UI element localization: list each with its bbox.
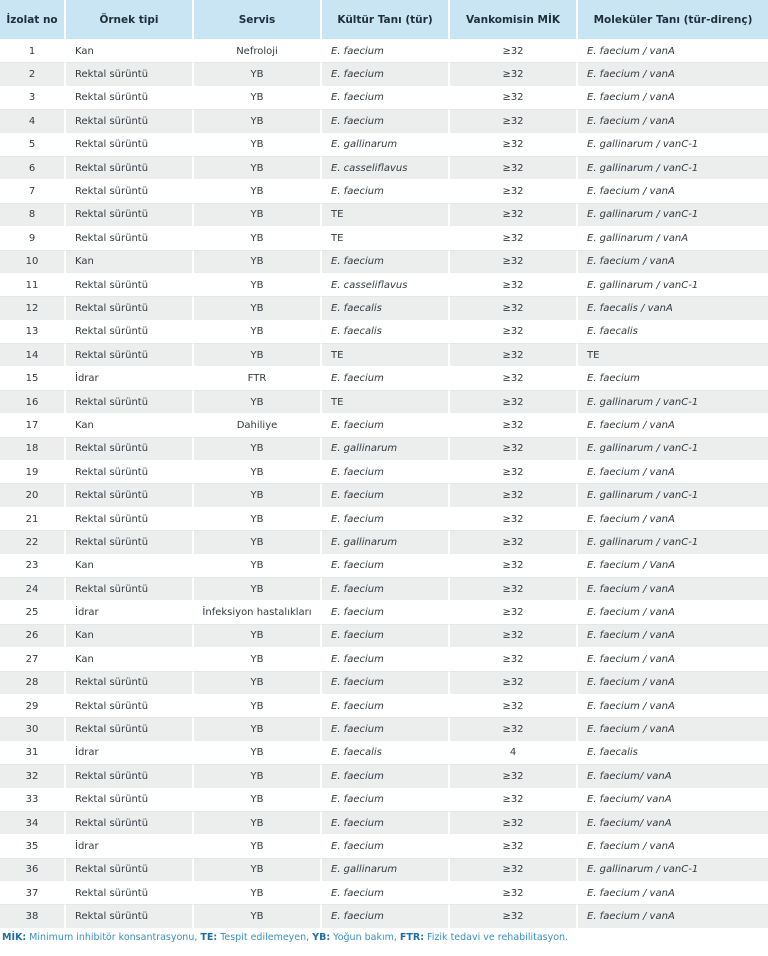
sample-type-cell: Rektal sürüntü [66,484,194,507]
service-cell: YB [194,63,322,86]
service-cell: YB [194,274,322,297]
culture-diagnosis-cell: E. faecium [322,789,450,812]
molecular-diagnosis-cell: E. faecium/ vanA [578,789,768,812]
culture-diagnosis-cell: TE [322,204,450,227]
table-row [0,110,768,133]
table-row [0,508,768,531]
culture-diagnosis-cell: E. faecium [322,461,450,484]
vancomycin-mic-cell: ≥32 [450,134,578,157]
culture-diagnosis-cell: E. faecium [322,63,450,86]
culture-diagnosis-cell: E. faecium [322,905,450,928]
molecular-diagnosis-cell: E. faecium / vanA [578,40,768,63]
molecular-diagnosis-cell: E. faecium / vanA [578,508,768,531]
service-cell: YB [194,508,322,531]
table-row [0,438,768,461]
table-row [0,742,768,765]
isolate-no-cell: 13 [0,321,66,344]
service-cell: Dahiliye [194,414,322,437]
service-cell: YB [194,204,322,227]
molecular-diagnosis-cell: E. faecalis / vanA [578,297,768,320]
isolate-no-cell: 12 [0,297,66,320]
sample-type-cell: Rektal sürüntü [66,87,194,110]
vancomycin-mic-cell: ≥32 [450,859,578,882]
molecular-diagnosis-cell: E. faecium / vanA [578,648,768,671]
service-cell: YB [194,672,322,695]
table-row [0,601,768,624]
isolate-no-cell: 28 [0,672,66,695]
service-cell: İnfeksiyon hastalıkları [194,601,322,624]
isolate-no-cell: 10 [0,251,66,274]
isolate-no-cell: 14 [0,344,66,367]
service-cell: FTR [194,367,322,390]
table-row [0,789,768,812]
molecular-diagnosis-cell: E. faecium / vanA [578,461,768,484]
vancomycin-mic-cell: ≥32 [450,438,578,461]
culture-diagnosis-cell: E. faecium [322,601,450,624]
sample-type-cell: Rektal sürüntü [66,531,194,554]
table-row [0,695,768,718]
header-isolate-no: İzolat no [0,0,66,40]
vancomycin-mic-cell: ≥32 [450,87,578,110]
footnote-mik-text: Minimum inhibitör konsantrasyonu, [26,931,201,943]
service-cell: YB [194,531,322,554]
vancomycin-mic-cell: ≥32 [450,835,578,858]
sample-type-cell: Rektal sürüntü [66,134,194,157]
molecular-diagnosis-cell: E. faecium / vanA [578,882,768,905]
table-row [0,625,768,648]
sample-type-cell: İdrar [66,835,194,858]
isolate-no-cell: 36 [0,859,66,882]
isolate-no-cell: 4 [0,110,66,133]
culture-diagnosis-cell: E. faecium [322,40,450,63]
service-cell: YB [194,718,322,741]
service-cell: YB [194,789,322,812]
sample-type-cell: Rektal sürüntü [66,438,194,461]
isolate-no-cell: 8 [0,204,66,227]
table-row [0,180,768,203]
culture-diagnosis-cell: E. faecium [322,648,450,671]
table-body [0,40,768,929]
service-cell: YB [194,251,322,274]
service-cell: YB [194,695,322,718]
table-row [0,40,768,63]
table-row [0,882,768,905]
isolate-no-cell: 29 [0,695,66,718]
table-row [0,835,768,858]
table-row [0,765,768,788]
molecular-diagnosis-cell: E. faecium / vanA [578,251,768,274]
vancomycin-mic-cell: ≥32 [450,578,578,601]
header-sample-type: Örnek tipi [66,0,194,40]
molecular-diagnosis-cell: E. faecium/ vanA [578,812,768,835]
vancomycin-mic-cell: ≥32 [450,461,578,484]
culture-diagnosis-cell: E. faecium [322,110,450,133]
isolate-no-cell: 34 [0,812,66,835]
table-row [0,578,768,601]
vancomycin-mic-cell: ≥32 [450,414,578,437]
footnote-yb-abbr: YB: [312,931,331,943]
isolate-no-cell: 2 [0,63,66,86]
isolate-no-cell: 26 [0,625,66,648]
sample-type-cell: Rektal sürüntü [66,63,194,86]
molecular-diagnosis-cell: E. faecalis [578,742,768,765]
service-cell: YB [194,110,322,133]
sample-type-cell: Kan [66,40,194,63]
footnote-mik-abbr: MİK: [2,931,27,943]
service-cell: YB [194,87,322,110]
table-row [0,344,768,367]
table-footnote [0,929,768,943]
sample-type-cell: Rektal sürüntü [66,204,194,227]
service-cell: YB [194,297,322,320]
sample-type-cell: Kan [66,251,194,274]
service-cell: YB [194,227,322,250]
molecular-diagnosis-cell: E. faecium / vanA [578,672,768,695]
table-row [0,87,768,110]
vancomycin-mic-cell: ≥32 [450,648,578,671]
isolate-no-cell: 31 [0,742,66,765]
isolate-no-cell: 1 [0,40,66,63]
molecular-diagnosis-cell: E. gallinarum / vanC-1 [578,157,768,180]
sample-type-cell: Rektal sürüntü [66,180,194,203]
molecular-diagnosis-cell: E. faecium / vanA [578,905,768,928]
culture-diagnosis-cell: E. gallinarum [322,859,450,882]
sample-type-cell: Rektal sürüntü [66,578,194,601]
culture-diagnosis-cell: E. faecium [322,484,450,507]
sample-type-cell: Rektal sürüntü [66,789,194,812]
vancomycin-mic-cell: ≥32 [450,204,578,227]
table-row [0,648,768,671]
vancomycin-mic-cell: ≥32 [450,110,578,133]
vancomycin-mic-cell: ≥32 [450,789,578,812]
molecular-diagnosis-cell: E. faecium/ vanA [578,765,768,788]
service-cell: Nefroloji [194,40,322,63]
sample-type-cell: Rektal sürüntü [66,905,194,928]
molecular-diagnosis-cell: E. faecium / VanA [578,555,768,578]
service-cell: YB [194,438,322,461]
culture-diagnosis-cell: E. faecalis [322,297,450,320]
service-cell: YB [194,157,322,180]
vancomycin-mic-cell: ≥32 [450,531,578,554]
isolate-no-cell: 37 [0,882,66,905]
isolate-no-cell: 17 [0,414,66,437]
vancomycin-mic-cell: ≥32 [450,344,578,367]
sample-type-cell: Rektal sürüntü [66,157,194,180]
table-row [0,672,768,695]
table-row [0,812,768,835]
molecular-diagnosis-cell: E. gallinarum / vanC-1 [578,274,768,297]
molecular-diagnosis-cell: E. faecium / vanA [578,625,768,648]
vancomycin-mic-cell: ≥32 [450,555,578,578]
table-row [0,227,768,250]
culture-diagnosis-cell: E. faecium [322,578,450,601]
isolate-no-cell: 6 [0,157,66,180]
isolate-no-cell: 21 [0,508,66,531]
culture-diagnosis-cell: TE [322,227,450,250]
service-cell: YB [194,555,322,578]
table-row [0,905,768,928]
isolate-no-cell: 25 [0,601,66,624]
molecular-diagnosis-cell: E. gallinarum / vanC-1 [578,859,768,882]
sample-type-cell: Rektal sürüntü [66,672,194,695]
vancomycin-mic-cell: ≥32 [450,508,578,531]
vancomycin-mic-cell: ≥32 [450,251,578,274]
header-row [0,0,768,40]
sample-type-cell: Rektal sürüntü [66,695,194,718]
table-row [0,297,768,320]
culture-diagnosis-cell: E. faecium [322,672,450,695]
culture-diagnosis-cell: E. faecium [322,251,450,274]
table-row [0,414,768,437]
header-vancomycin-mic: Vankomisin MİK [450,0,578,40]
table-row [0,531,768,554]
isolate-no-cell: 16 [0,391,66,414]
vancomycin-mic-cell: ≥32 [450,227,578,250]
molecular-diagnosis-cell: E. gallinarum / vanC-1 [578,531,768,554]
table-row [0,63,768,86]
molecular-diagnosis-cell: E. faecium / vanA [578,578,768,601]
culture-diagnosis-cell: E. casseliflavus [322,274,450,297]
footnote-te-text: Tespit edilemeyen, [217,931,313,943]
molecular-diagnosis-cell: E. gallinarum / vanC-1 [578,204,768,227]
sample-type-cell: Rektal sürüntü [66,274,194,297]
sample-type-cell: Rektal sürüntü [66,508,194,531]
culture-diagnosis-cell: E. faecium [322,508,450,531]
table-row [0,251,768,274]
service-cell: YB [194,134,322,157]
molecular-diagnosis-cell: E. faecium [578,367,768,390]
sample-type-cell: Rektal sürüntü [66,882,194,905]
isolate-no-cell: 20 [0,484,66,507]
service-cell: YB [194,180,322,203]
molecular-diagnosis-cell: E. faecium / vanA [578,718,768,741]
footnote-ftr-abbr: FTR: [399,931,424,943]
sample-type-cell: Rektal sürüntü [66,765,194,788]
sample-type-cell: Rektal sürüntü [66,344,194,367]
molecular-diagnosis-cell: E. faecalis [578,321,768,344]
sample-type-cell: Rektal sürüntü [66,297,194,320]
culture-diagnosis-cell: TE [322,391,450,414]
vancomycin-mic-cell: ≥32 [450,695,578,718]
header-culture-diagnosis: Kültür Tanı (tür) [322,0,450,40]
culture-diagnosis-cell: E. faecium [322,882,450,905]
vancomycin-mic-cell: ≥32 [450,297,578,320]
service-cell: YB [194,812,322,835]
sample-type-cell: Kan [66,648,194,671]
table-header [0,0,768,40]
molecular-diagnosis-cell: E. faecium / vanA [578,414,768,437]
service-cell: YB [194,648,322,671]
sample-type-cell: İdrar [66,601,194,624]
culture-diagnosis-cell: E. faecalis [322,742,450,765]
table-row [0,718,768,741]
molecular-diagnosis-cell: E. faecium / vanA [578,87,768,110]
service-cell: YB [194,484,322,507]
isolate-no-cell: 15 [0,367,66,390]
sample-type-cell: Rektal sürüntü [66,461,194,484]
vancomycin-mic-cell: ≥32 [450,625,578,648]
isolate-no-cell: 23 [0,555,66,578]
table-row [0,367,768,390]
sample-type-cell: Rektal sürüntü [66,812,194,835]
vancomycin-mic-cell: ≥32 [450,484,578,507]
molecular-diagnosis-cell: E. gallinarum / vanC-1 [578,391,768,414]
table-row [0,204,768,227]
sample-type-cell: Rektal sürüntü [66,227,194,250]
molecular-diagnosis-cell: E. gallinarum / vanC-1 [578,484,768,507]
sample-type-cell: Rektal sürüntü [66,110,194,133]
service-cell: YB [194,765,322,788]
vancomycin-mic-cell: ≥32 [450,274,578,297]
molecular-diagnosis-cell: E. faecium / vanA [578,695,768,718]
molecular-diagnosis-cell: E. faecium / vanA [578,180,768,203]
vancomycin-mic-cell: ≥32 [450,63,578,86]
table-row [0,555,768,578]
isolate-no-cell: 38 [0,905,66,928]
vancomycin-mic-cell: ≥32 [450,391,578,414]
vancomycin-mic-cell: ≥32 [450,765,578,788]
culture-diagnosis-cell: E. faecium [322,812,450,835]
culture-diagnosis-cell: E. faecium [322,835,450,858]
service-cell: YB [194,461,322,484]
culture-diagnosis-cell: E. faecium [322,765,450,788]
culture-diagnosis-cell: E. gallinarum [322,438,450,461]
isolate-no-cell: 32 [0,765,66,788]
table-row [0,274,768,297]
isolate-no-cell: 35 [0,835,66,858]
sample-type-cell: Rektal sürüntü [66,859,194,882]
table-row [0,859,768,882]
culture-diagnosis-cell: E. faecium [322,180,450,203]
vancomycin-mic-cell: ≥32 [450,718,578,741]
table-row [0,321,768,344]
vancomycin-mic-cell: ≥32 [450,157,578,180]
vancomycin-mic-cell: ≥32 [450,601,578,624]
isolate-no-cell: 18 [0,438,66,461]
molecular-diagnosis-cell: E. faecium / vanA [578,110,768,133]
isolate-no-cell: 3 [0,87,66,110]
service-cell: YB [194,625,322,648]
culture-diagnosis-cell: E. faecium [322,625,450,648]
sample-type-cell: İdrar [66,742,194,765]
service-cell: YB [194,742,322,765]
vancomycin-mic-cell: ≥32 [450,180,578,203]
culture-diagnosis-cell: E. gallinarum [322,134,450,157]
table-row [0,461,768,484]
isolate-no-cell: 5 [0,134,66,157]
culture-diagnosis-cell: E. casseliflavus [322,157,450,180]
table-row [0,391,768,414]
isolate-no-cell: 30 [0,718,66,741]
molecular-diagnosis-cell: E. gallinarum / vanA [578,227,768,250]
isolate-no-cell: 19 [0,461,66,484]
culture-diagnosis-cell: E. faecium [322,367,450,390]
sample-type-cell: Rektal sürüntü [66,321,194,344]
service-cell: YB [194,835,322,858]
vancomycin-mic-cell: 4 [450,742,578,765]
sample-type-cell: Kan [66,555,194,578]
culture-diagnosis-cell: TE [322,344,450,367]
vancomycin-mic-cell: ≥32 [450,812,578,835]
footnote-ftr-text: Fizik tedavi ve rehabilitasyon. [424,931,569,943]
isolate-no-cell: 7 [0,180,66,203]
isolate-no-cell: 11 [0,274,66,297]
footnote-yb-text: Yoğun bakım, [330,931,400,943]
molecular-diagnosis-cell: E. gallinarum / vanC-1 [578,438,768,461]
sample-type-cell: Kan [66,625,194,648]
isolate-no-cell: 22 [0,531,66,554]
vancomycin-mic-cell: ≥32 [450,672,578,695]
vancomycin-mic-cell: ≥32 [450,40,578,63]
header-molecular-diagnosis: Moleküler Tanı (tür-direnç) [578,0,768,40]
vancomycin-mic-cell: ≥32 [450,321,578,344]
culture-diagnosis-cell: E. faecium [322,718,450,741]
culture-diagnosis-cell: E. faecium [322,555,450,578]
culture-diagnosis-cell: E. gallinarum [322,531,450,554]
sample-type-cell: Rektal sürüntü [66,718,194,741]
vancomycin-mic-cell: ≥32 [450,882,578,905]
table-row [0,157,768,180]
service-cell: YB [194,578,322,601]
isolate-no-cell: 33 [0,789,66,812]
sample-type-cell: Rektal sürüntü [66,391,194,414]
molecular-diagnosis-cell: E. gallinarum / vanC-1 [578,134,768,157]
footnote-te-abbr: TE: [200,931,218,943]
isolate-no-cell: 24 [0,578,66,601]
culture-diagnosis-cell: E. faecium [322,414,450,437]
culture-diagnosis-cell: E. faecalis [322,321,450,344]
molecular-diagnosis-cell: TE [578,344,768,367]
service-cell: YB [194,391,322,414]
sample-type-cell: Kan [66,414,194,437]
service-cell: YB [194,859,322,882]
table-row [0,484,768,507]
service-cell: YB [194,344,322,367]
molecular-diagnosis-cell: E. faecium / vanA [578,63,768,86]
culture-diagnosis-cell: E. faecium [322,87,450,110]
service-cell: YB [194,905,322,928]
vancomycin-mic-cell: ≥32 [450,367,578,390]
isolate-no-cell: 9 [0,227,66,250]
culture-diagnosis-cell: E. faecium [322,695,450,718]
isolate-no-cell: 27 [0,648,66,671]
service-cell: YB [194,882,322,905]
vancomycin-mic-cell: ≥32 [450,905,578,928]
molecular-diagnosis-cell: E. faecium / vanA [578,835,768,858]
service-cell: YB [194,321,322,344]
header-service: Servis [194,0,322,40]
molecular-diagnosis-cell: E. faecium / vanA [578,601,768,624]
sample-type-cell: İdrar [66,367,194,390]
table-row [0,134,768,157]
